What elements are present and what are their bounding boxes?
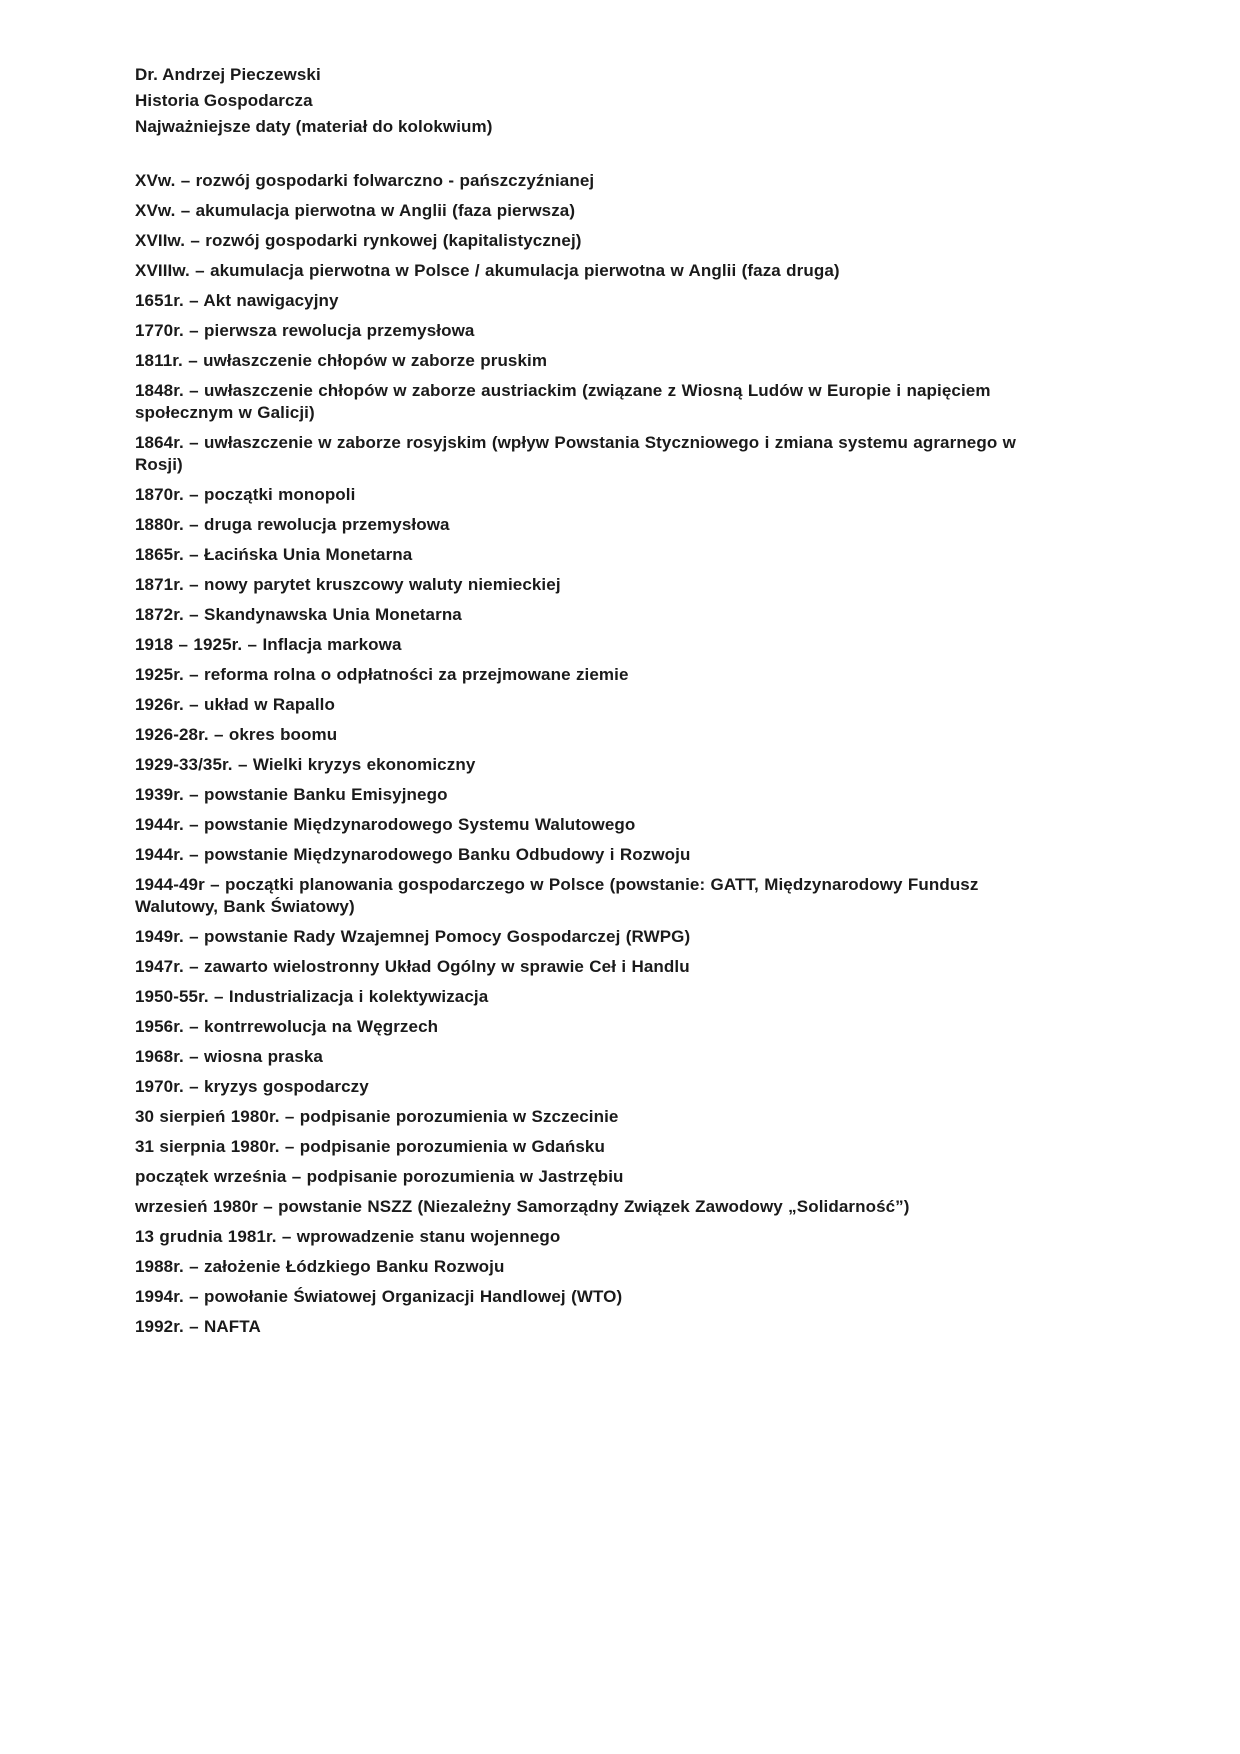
date-entry: 1970r. – kryzys gospodarczy bbox=[135, 1077, 369, 1096]
date-entry: 1925r. – reforma rolna o odpłatności za przejmowane ziemie bbox=[135, 665, 629, 684]
date-entry: 1864r. – uwłaszczenie w zaborze rosyjskim (wpływ Powstania Styczniowego i zmiana systemu agrarnego w Rosji) bbox=[135, 433, 1016, 474]
date-entry: XVw. – rozwój gospodarki folwarczno - pańszczyźnianej bbox=[135, 171, 595, 190]
document-header bbox=[135, 62, 1025, 140]
date-entry: 1944r. – powstanie Międzynarodowego Banku Odbudowy i Rozwoju bbox=[135, 845, 691, 864]
date-entry: 1811r. – uwłaszczenie chłopów w zaborze pruskim bbox=[135, 351, 548, 370]
date-entry: 1870r. – początki monopoli bbox=[135, 485, 356, 504]
date-list bbox=[135, 170, 1020, 1338]
date-entry: 1918 – 1925r. – Inflacja markowa bbox=[135, 635, 402, 654]
date-entry: początek września – podpisanie porozumienia w Jastrzębiu bbox=[135, 1167, 624, 1186]
date-entry: 1929-33/35r. – Wielki kryzys ekonomiczny bbox=[135, 755, 476, 774]
date-entry: 1956r. – kontrrewolucja na Węgrzech bbox=[135, 1017, 439, 1036]
date-entry: 1988r. – założenie Łódzkiego Banku Rozwoju bbox=[135, 1257, 505, 1276]
date-entry: XVIIIw. – akumulacja pierwotna w Polsce / akumulacja pierwotna w Anglii (faza druga) bbox=[135, 261, 840, 280]
date-entry: 1871r. – nowy parytet kruszcowy waluty niemieckiej bbox=[135, 575, 561, 594]
date-entry: 1926-28r. – okres boomu bbox=[135, 725, 338, 744]
date-entry: 1939r. – powstanie Banku Emisyjnego bbox=[135, 785, 448, 804]
date-entry: 13 grudnia 1981r. – wprowadzenie stanu wojennego bbox=[135, 1227, 561, 1246]
date-entry: XVIIw. – rozwój gospodarki rynkowej (kapitalistycznej) bbox=[135, 231, 582, 250]
date-entry: 1865r. – Łacińska Unia Monetarna bbox=[135, 545, 413, 564]
course-title: Historia Gospodarcza bbox=[135, 91, 313, 110]
date-entry: 1651r. – Akt nawigacyjny bbox=[135, 291, 339, 310]
date-entry: 1950-55r. – Industrializacja i kolektywizacja bbox=[135, 987, 489, 1006]
date-entry: wrzesień 1980r – powstanie NSZZ (Niezależny Samorządny Związek Zawodowy „Solidarność”) bbox=[135, 1197, 910, 1216]
date-entry: 1949r. – powstanie Rady Wzajemnej Pomocy Gospodarczej (RWPG) bbox=[135, 927, 691, 946]
date-entry: 1947r. – zawarto wielostronny Układ Ogólny w sprawie Ceł i Handlu bbox=[135, 957, 690, 976]
date-entry: 1992r. – NAFTA bbox=[135, 1317, 261, 1336]
document-subtitle: Najważniejsze daty (materiał do kolokwium) bbox=[135, 117, 493, 136]
date-entry: 1880r. – druga rewolucja przemysłowa bbox=[135, 515, 450, 534]
date-entry: XVw. – akumulacja pierwotna w Anglii (faza pierwsza) bbox=[135, 201, 576, 220]
date-entry: 1770r. – pierwsza rewolucja przemysłowa bbox=[135, 321, 475, 340]
author-line: Dr. Andrzej Pieczewski bbox=[135, 65, 321, 84]
date-entry: 1848r. – uwłaszczenie chłopów w zaborze austriackim (związane z Wiosną Ludów w Europie i napięciem społecznym w Galicji) bbox=[135, 381, 991, 422]
date-entry: 31 sierpnia 1980r. – podpisanie porozumienia w Gdańsku bbox=[135, 1137, 605, 1156]
date-entry: 30 sierpień 1980r. – podpisanie porozumienia w Szczecinie bbox=[135, 1107, 619, 1126]
date-entry: 1968r. – wiosna praska bbox=[135, 1047, 323, 1066]
date-entry: 1872r. – Skandynawska Unia Monetarna bbox=[135, 605, 462, 624]
date-entry: 1944r. – powstanie Międzynarodowego Systemu Walutowego bbox=[135, 815, 636, 834]
date-entry: 1944-49r – początki planowania gospodarczego w Polsce (powstanie: GATT, Międzynarodowy Fundusz Walutowy, Bank Światowy) bbox=[135, 875, 979, 916]
date-entry: 1926r. – układ w Rapallo bbox=[135, 695, 335, 714]
date-entry: 1994r. – powołanie Światowej Organizacji Handlowej (WTO) bbox=[135, 1287, 623, 1306]
